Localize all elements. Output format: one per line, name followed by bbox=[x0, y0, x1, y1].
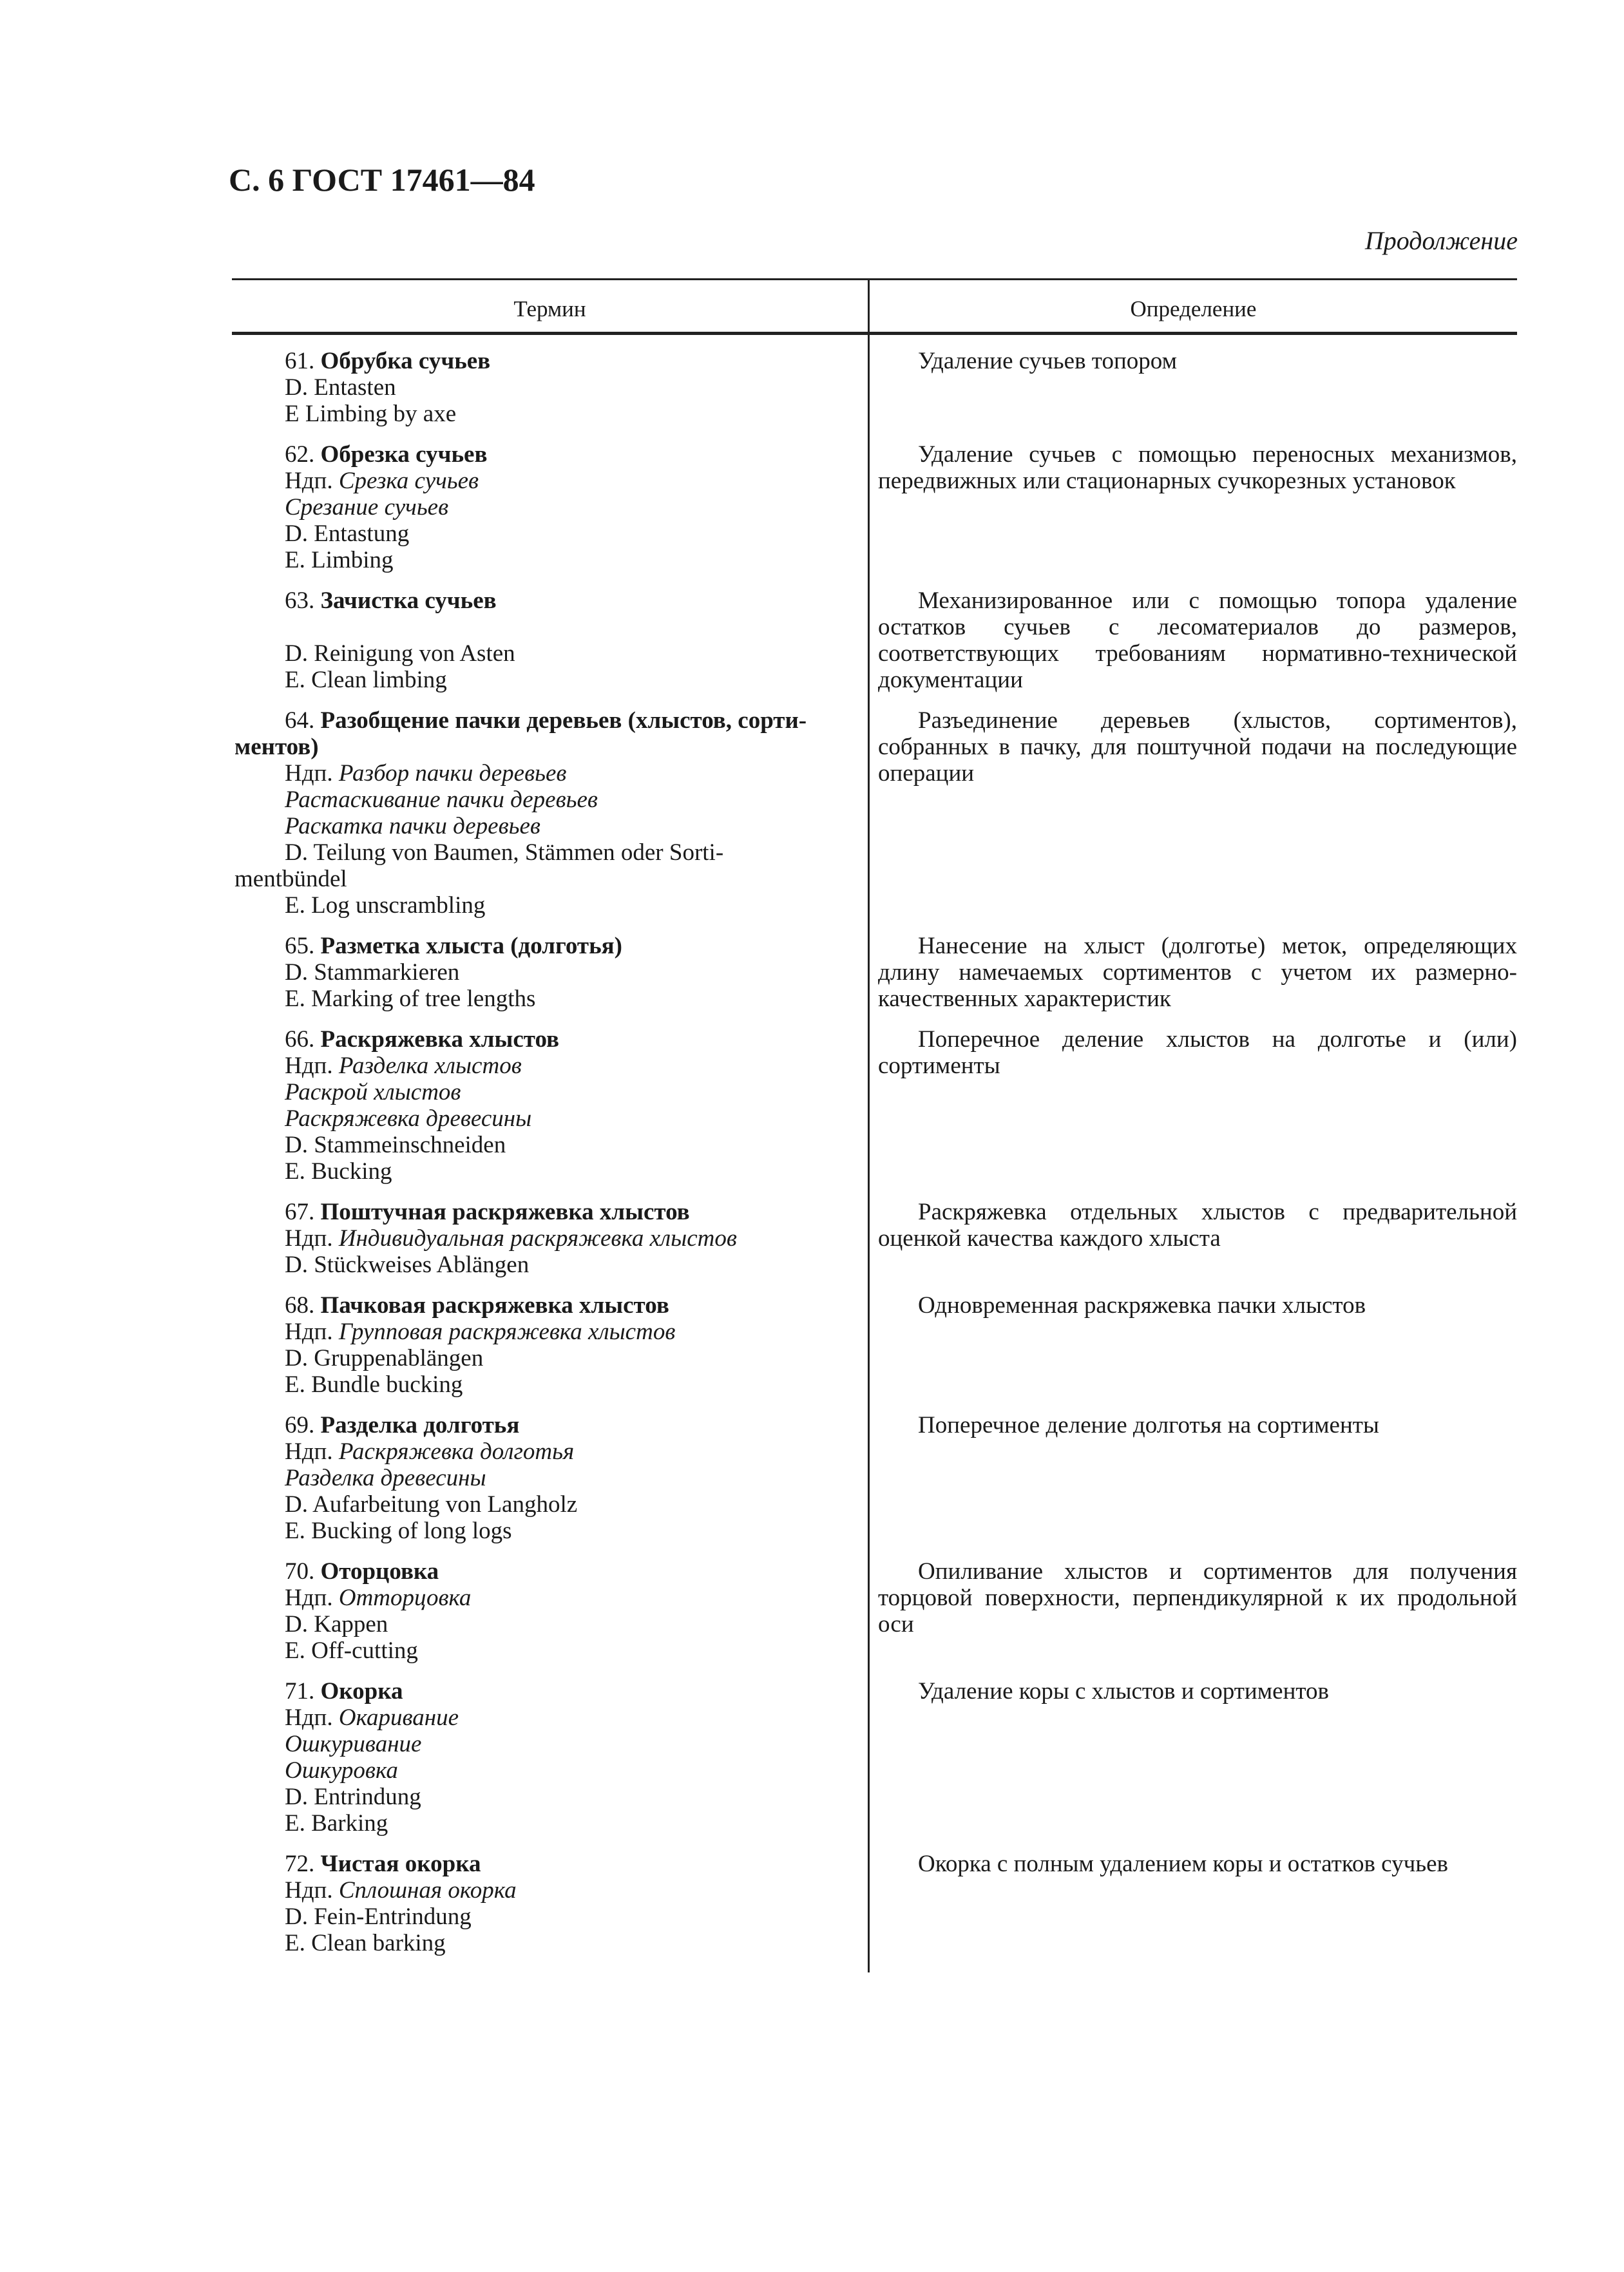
term-title: Разметка хлыста (долготья) bbox=[320, 933, 622, 959]
term-title: Обрезка сучьев bbox=[320, 441, 488, 468]
german-equivalent-continued: mentbündel bbox=[234, 866, 347, 892]
table-row bbox=[232, 348, 1517, 427]
definition-cell bbox=[868, 441, 1517, 573]
not-recommended-synonym: Раскряжевка древесины bbox=[285, 1105, 532, 1132]
term-number: 66. bbox=[285, 1026, 315, 1053]
term-title: Пачковая раскряжевка хлыстов bbox=[320, 1292, 669, 1319]
table-row bbox=[232, 1026, 1517, 1185]
table-row bbox=[232, 587, 1517, 693]
term-title: Зачистка сучьев bbox=[320, 587, 497, 614]
not-recommended-label: Ндп. bbox=[285, 1225, 333, 1252]
english-equivalent: E Limbing by axe bbox=[285, 401, 457, 427]
table-row bbox=[232, 707, 1517, 919]
german-equivalent: D. Stückweises Ablängen bbox=[285, 1252, 530, 1278]
not-recommended-synonym: Растаскивание пачки деревьев bbox=[285, 787, 598, 813]
term-cell bbox=[232, 1412, 868, 1544]
term-number: 61. bbox=[285, 348, 315, 374]
table-row bbox=[232, 441, 1517, 573]
table-top-rule bbox=[232, 278, 1517, 280]
term-number: 64. bbox=[285, 707, 315, 734]
column-header-definition: Определение bbox=[1130, 296, 1257, 321]
term-cell bbox=[232, 933, 868, 1012]
table-row bbox=[232, 933, 1517, 1012]
table-row bbox=[232, 1851, 1517, 1956]
column-header-term: Термин bbox=[513, 296, 586, 321]
term-title: Оторцовка bbox=[320, 1558, 439, 1585]
term-cell bbox=[232, 1851, 868, 1956]
definition-text: Окорка с полным удалением коры и остатков сучьев bbox=[918, 1851, 1448, 1877]
term-cell bbox=[232, 707, 868, 919]
not-recommended-synonym: Ошкуровка bbox=[285, 1757, 398, 1784]
definition-text: Поперечное деление долготья на сортименты bbox=[918, 1412, 1379, 1438]
definition-cell bbox=[868, 1851, 1517, 1956]
not-recommended-synonym: Раскатка пачки деревьев bbox=[285, 813, 540, 839]
definition-cell bbox=[868, 348, 1517, 427]
not-recommended-label: Ндп. bbox=[285, 1877, 333, 1904]
german-equivalent: D. Entastung bbox=[285, 520, 410, 547]
not-recommended-synonym: Сплошная окорка bbox=[338, 1877, 517, 1904]
definition-cell bbox=[868, 587, 1517, 693]
german-equivalent: D. Gruppenablängen bbox=[285, 1345, 484, 1371]
not-recommended-label: Ндп. bbox=[285, 468, 333, 494]
definition-text: Опиливание хлыстов и сортиментов для получения торцовой поверхности, перпендикулярной к их продольной оси bbox=[878, 1558, 1517, 1637]
german-equivalent: D. Entasten bbox=[285, 374, 396, 401]
term-number: 71. bbox=[285, 1678, 315, 1704]
english-equivalent: E. Off-cutting bbox=[285, 1637, 418, 1664]
term-title: Раскряжевка хлыстов bbox=[320, 1026, 560, 1053]
german-equivalent: D. Kappen bbox=[285, 1611, 388, 1637]
definition-text: Раскряжевка отдельных хлыстов с предварительной оценкой качества каждого хлыста bbox=[878, 1199, 1517, 1252]
definition-text: Удаление сучьев с помощью переносных механизмов, передвижных или стационарных сучкорезных установок bbox=[878, 441, 1517, 494]
english-equivalent: E. Marking of tree lengths bbox=[285, 986, 536, 1012]
english-equivalent: E. Limbing bbox=[285, 547, 394, 573]
term-title: Разделка долготья bbox=[320, 1412, 520, 1438]
english-equivalent: E. Bundle bucking bbox=[285, 1371, 463, 1398]
definition-text: Разъединение деревьев (хлыстов, сортиментов), собранных в пачку, для поштучной подачи на последующие операции bbox=[878, 707, 1517, 787]
definition-cell bbox=[868, 1412, 1517, 1544]
definition-cell bbox=[868, 1026, 1517, 1185]
term-title: Поштучная раскряжевка хлыстов bbox=[320, 1199, 690, 1225]
not-recommended-synonym: Ошкуривание bbox=[285, 1731, 422, 1757]
definition-text: Нанесение на хлыст (долготье) меток, определяющих длину намечаемых сортиментов с учетом их размерно-качественных характеристик bbox=[878, 933, 1517, 1012]
not-recommended-synonym: Раскряжевка долготья bbox=[338, 1438, 575, 1465]
term-number: 69. bbox=[285, 1412, 315, 1438]
not-recommended-synonym: Разделка хлыстов bbox=[338, 1053, 522, 1079]
definition-text: Удаление коры с хлыстов и сортиментов bbox=[918, 1678, 1330, 1704]
term-title: Разобщение пачки деревьев (хлыстов, сорти- bbox=[320, 707, 807, 734]
german-equivalent: D. Entrindung bbox=[285, 1784, 421, 1810]
term-title: Окорка bbox=[320, 1678, 403, 1704]
term-title: Обрубка сучьев bbox=[320, 348, 491, 374]
table-row bbox=[232, 1678, 1517, 1837]
german-equivalent: D. Stammarkieren bbox=[285, 959, 460, 986]
table-body bbox=[232, 348, 1517, 1971]
german-equivalent: D. Fein-Entrindung bbox=[285, 1904, 472, 1930]
not-recommended-synonym: Срезка сучьев bbox=[338, 468, 479, 494]
terms-table bbox=[232, 278, 1517, 1972]
german-equivalent: D. Teilung von Baumen, Stämmen oder Sorti- bbox=[285, 839, 724, 866]
term-number: 62. bbox=[285, 441, 315, 468]
term-title: Чистая окорка bbox=[320, 1851, 481, 1877]
definition-cell bbox=[868, 1678, 1517, 1837]
definition-text: Одновременная раскряжевка пачки хлыстов bbox=[918, 1292, 1366, 1319]
english-equivalent: E. Clean barking bbox=[285, 1930, 446, 1956]
not-recommended-synonym: Окаривание bbox=[338, 1704, 459, 1731]
term-number: 68. bbox=[285, 1292, 315, 1319]
term-cell bbox=[232, 348, 868, 427]
table-header-rule bbox=[232, 332, 1517, 335]
not-recommended-synonym: Групповая раскряжевка хлыстов bbox=[338, 1319, 676, 1345]
definition-text: Удаление сучьев топором bbox=[918, 348, 1177, 374]
definition-text: Механизированное или с помощью топора удаление остатков сучьев с лесоматериалов до размеров, соответствующих требованиям нормативно-технической документации bbox=[878, 587, 1517, 693]
not-recommended-label: Ндп. bbox=[285, 1438, 333, 1465]
english-equivalent: E. Bucking bbox=[285, 1158, 392, 1185]
table-row bbox=[232, 1558, 1517, 1664]
term-cell bbox=[232, 1558, 868, 1664]
not-recommended-synonym: Отторцовка bbox=[338, 1585, 472, 1611]
term-number: 63. bbox=[285, 587, 315, 614]
not-recommended-label: Ндп. bbox=[285, 760, 333, 787]
not-recommended-synonym: Срезание сучьев bbox=[285, 494, 449, 520]
term-cell bbox=[232, 587, 868, 693]
term-cell bbox=[232, 1678, 868, 1837]
term-number: 65. bbox=[285, 933, 315, 959]
not-recommended-synonym: Разбор пачки деревьев bbox=[338, 760, 567, 787]
table-row bbox=[232, 1412, 1517, 1544]
definition-cell bbox=[868, 1292, 1517, 1398]
definition-text: Поперечное деление хлыстов на долготье и (или) сортименты bbox=[878, 1026, 1517, 1079]
term-cell bbox=[232, 1199, 868, 1278]
not-recommended-synonym: Индивидуальная раскряжевка хлыстов bbox=[338, 1225, 737, 1252]
definition-cell bbox=[868, 1558, 1517, 1664]
not-recommended-synonym: Раскрой хлыстов bbox=[285, 1079, 461, 1105]
term-title-continued: ментов) bbox=[234, 734, 319, 760]
not-recommended-label: Ндп. bbox=[285, 1319, 333, 1345]
english-equivalent: E. Barking bbox=[285, 1810, 388, 1837]
term-number: 70. bbox=[285, 1558, 315, 1585]
english-equivalent: E. Bucking of long logs bbox=[285, 1518, 512, 1544]
german-equivalent: D. Aufarbeitung von Langholz bbox=[285, 1491, 578, 1518]
german-equivalent: D. Stammeinschneiden bbox=[285, 1132, 506, 1158]
definition-cell bbox=[868, 933, 1517, 1012]
table-row bbox=[232, 1199, 1517, 1278]
not-recommended-label: Ндп. bbox=[285, 1704, 333, 1731]
term-cell bbox=[232, 1292, 868, 1398]
german-equivalent: D. Reinigung von Asten bbox=[285, 640, 515, 667]
not-recommended-label: Ндп. bbox=[285, 1053, 333, 1079]
english-equivalent: E. Log unscrambling bbox=[285, 892, 486, 919]
term-cell bbox=[232, 441, 868, 573]
term-cell bbox=[232, 1026, 868, 1185]
term-number: 72. bbox=[285, 1851, 315, 1877]
page-header-title: С. 6 ГОСТ 17461—84 bbox=[229, 162, 535, 198]
term-number: 67. bbox=[285, 1199, 315, 1225]
not-recommended-label: Ндп. bbox=[285, 1585, 333, 1611]
table-row bbox=[232, 1292, 1517, 1398]
continuation-label: Продолжение bbox=[1364, 226, 1518, 255]
english-equivalent: E. Clean limbing bbox=[285, 667, 447, 693]
definition-cell bbox=[868, 1199, 1517, 1278]
definition-cell bbox=[868, 707, 1517, 919]
not-recommended-synonym: Разделка древесины bbox=[285, 1465, 486, 1491]
